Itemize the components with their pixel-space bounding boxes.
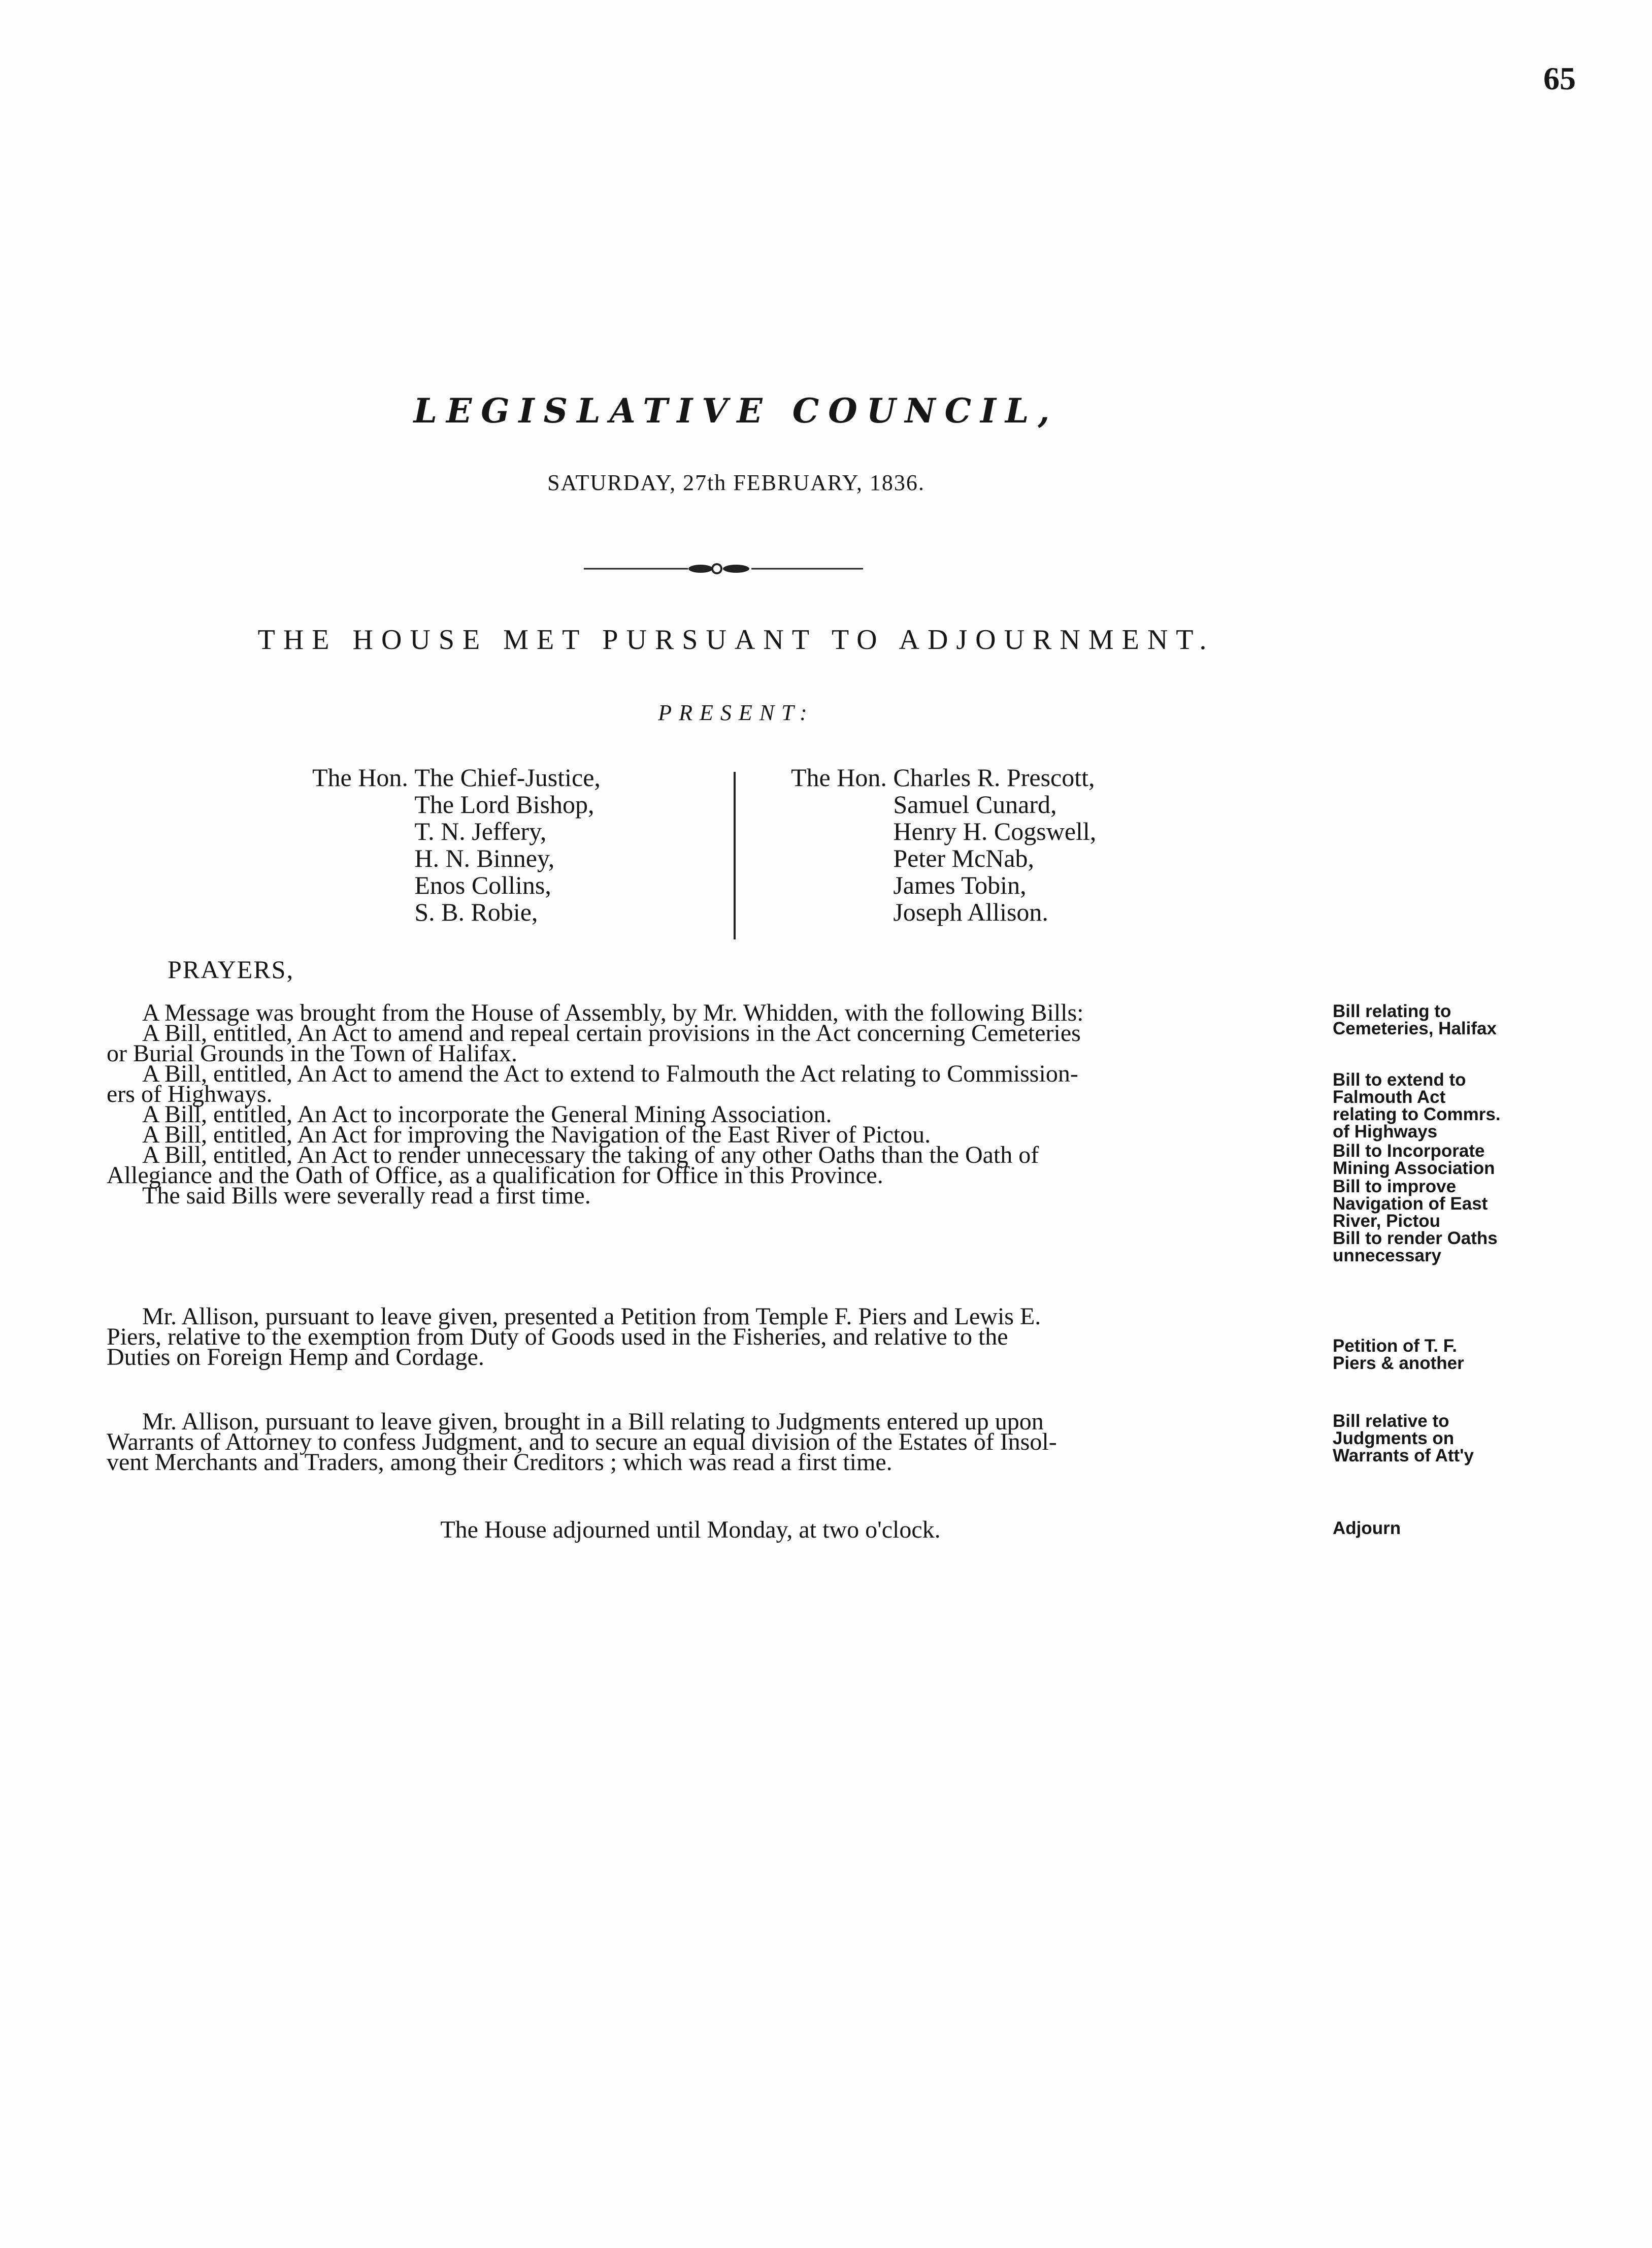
- margin-note-line: Petition of T. F.: [1333, 1336, 1457, 1356]
- entry-line: A Bill, entitled, An Act to amend the Act to extend to Falmouth the Act relating to Commission-: [142, 1060, 1078, 1087]
- margin-note-mining: [1333, 1143, 1495, 1177]
- members-right-names: [893, 764, 1096, 926]
- prayers-heading: PRAYERS,: [168, 955, 294, 984]
- margin-note-line: unnecessary: [1333, 1246, 1442, 1265]
- margin-note-line: Bill to extend to: [1333, 1070, 1466, 1090]
- margin-note-line: relating to Commrs.: [1333, 1104, 1501, 1124]
- members-left-prefix: The Hon.: [312, 763, 408, 792]
- margin-note-line: Falmouth Act: [1333, 1087, 1446, 1107]
- entry-line: A Bill, entitled, An Act to render unnecessary the taking of any other Oaths than the Oath of: [142, 1142, 1039, 1168]
- entry-line: A Bill, entitled, An Act to amend and repeal certain provisions in the Act concerning Cemeteries: [142, 1020, 1081, 1047]
- entry-line: or Burial Grounds in the Town of Halifax.: [107, 1040, 517, 1067]
- entry-line: A Bill, entitled, An Act for improving the Navigation of the East River of Pictou.: [142, 1121, 931, 1148]
- document-heading: LEGISLATIVE COUNCIL,: [413, 391, 1059, 431]
- entry-line: The said Bills were severally read a first time.: [142, 1182, 591, 1209]
- member-name: H. N. Binney,: [414, 844, 555, 872]
- page-number: 65: [1543, 60, 1576, 96]
- met-statement: THE HOUSE MET PURSUANT TO ADJOURNMENT.: [257, 624, 1215, 656]
- margin-note-line: Cemeteries, Halifax: [1333, 1019, 1497, 1038]
- margin-note-adjourn: Adjourn: [1333, 1518, 1401, 1538]
- entry-line: vent Merchants and Traders, among their Creditors ; which was read a first time.: [107, 1449, 893, 1476]
- margin-note-line: Bill relating to: [1333, 1001, 1451, 1021]
- member-name: Peter McNab,: [893, 844, 1035, 872]
- member-name: Enos Collins,: [414, 871, 551, 899]
- column-divider: [734, 772, 736, 939]
- entry-line: Mr. Allison, pursuant to leave given, presented a Petition from Temple F. Piers and Lewis E.: [142, 1303, 1041, 1330]
- entry-petition: [107, 1303, 1325, 1371]
- margin-note-line: Mining Association: [1333, 1158, 1495, 1178]
- present-label: PRESENT:: [658, 700, 814, 725]
- member-name: The Lord Bishop,: [414, 790, 594, 819]
- member-name: T. N. Jeffery,: [414, 817, 547, 845]
- entry-line: Piers, relative to the exemption from Duty of Goods used in the Fisheries, and relative to the: [107, 1323, 1008, 1350]
- members-right-prefix: The Hon.: [791, 763, 887, 792]
- entry-line: A Message was brought from the House of Assembly, by Mr. Whidden, with the following Bills:: [142, 999, 1084, 1026]
- margin-note-falmouth: [1333, 1071, 1501, 1141]
- member-name: S. B. Robie,: [414, 898, 538, 926]
- entry-line: ers of Highways.: [107, 1081, 273, 1107]
- entry-line: Duties on Foreign Hemp and Cordage.: [107, 1344, 484, 1371]
- members-right-column: [791, 764, 1096, 926]
- entry-line: A Bill, entitled, An Act to incorporate the General Mining Association.: [142, 1101, 832, 1128]
- entry-judgments-bill: [107, 1408, 1325, 1476]
- adjournment-statement: The House adjourned until Monday, at two o'clock.: [440, 1516, 941, 1543]
- entry-line: Mr. Allison, pursuant to leave given, brought in a Bill relating to Judgments entered up upon: [142, 1408, 1044, 1435]
- member-name: James Tobin,: [893, 871, 1027, 899]
- members-left-column: [312, 764, 601, 926]
- margin-note-line: Warrants of Att'y: [1333, 1446, 1474, 1465]
- members-left-names: [414, 764, 601, 926]
- margin-note-line: Judgments on: [1333, 1428, 1455, 1448]
- margin-note-petition: [1333, 1338, 1464, 1372]
- member-name: Joseph Allison.: [893, 898, 1048, 926]
- member-name: The Chief-Justice,: [414, 763, 601, 792]
- entry-line: Allegiance and the Oath of Office, as a qualification for Office in this Province.: [107, 1162, 883, 1189]
- ornamental-rule: [584, 563, 863, 575]
- margin-note-line: River, Pictou: [1333, 1211, 1441, 1231]
- session-date: SATURDAY, 27th FEBRUARY, 1836.: [547, 470, 925, 495]
- margin-note-line: Bill to Incorporate: [1333, 1141, 1485, 1161]
- member-name: Charles R. Prescott,: [893, 763, 1095, 792]
- margin-note-judgments: [1333, 1413, 1474, 1464]
- margin-note-line: Bill relative to: [1333, 1411, 1449, 1431]
- margin-note-navigation: [1333, 1178, 1488, 1230]
- margin-note-oaths: [1333, 1230, 1498, 1264]
- entry-message: [107, 999, 1325, 1209]
- margin-note-line: of Highways: [1333, 1122, 1438, 1142]
- margin-note-line: Navigation of East: [1333, 1194, 1488, 1214]
- margin-note-line: Piers & another: [1333, 1353, 1464, 1373]
- member-name: Samuel Cunard,: [893, 790, 1057, 819]
- margin-note-cemeteries: [1333, 1003, 1497, 1037]
- entry-line: Warrants of Attorney to confess Judgment, and to secure an equal division of the Estates of Insol-: [107, 1428, 1057, 1455]
- member-name: Henry H. Cogswell,: [893, 817, 1097, 845]
- margin-note-line: Bill to render Oaths: [1333, 1228, 1498, 1248]
- margin-note-line: Bill to improve: [1333, 1177, 1457, 1196]
